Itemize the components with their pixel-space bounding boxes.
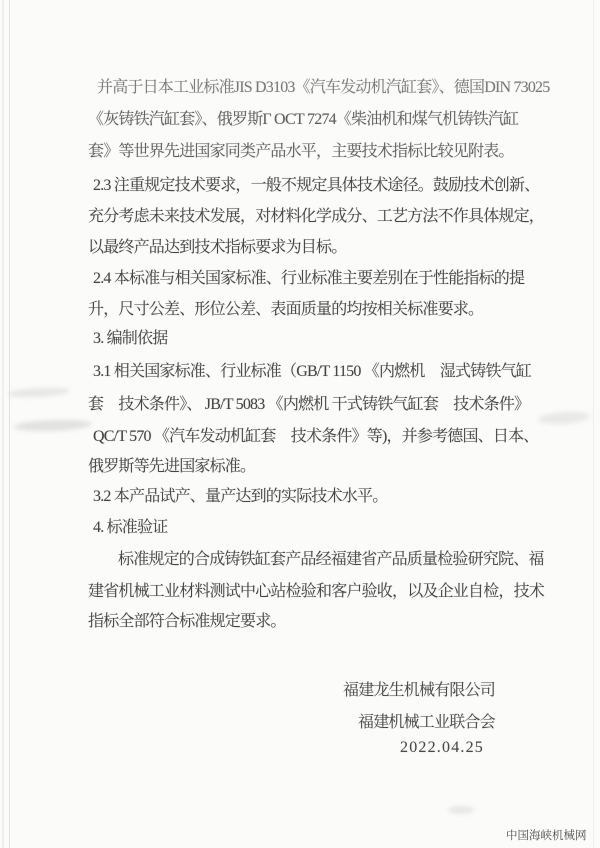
text-line: 并高于日本工业标准JIS D3103《汽车发动机汽缸套》、德国DIN 73025 [97,79,550,96]
text-line: 2.4 本标准与相关国家标准、行业标准主要差别在于性能指标的提 [93,270,525,287]
section-heading: 4. 标准验证 [93,519,168,536]
scan-edge-line-right [593,0,594,848]
watermark-site-name: 中国海峡机械网 [506,830,587,842]
scan-edge-line-left [9,0,10,848]
signature-company: 福建龙生机械有限公司 [343,682,496,699]
text-line: 以最终产品达到技术指标要求为目标。 [88,239,347,256]
text-line: 套》等世界先进国家同类产品水平，主要技术指标比较见附表。 [88,143,514,160]
text-line: 3.2 本产品试产、量产达到的实际技术水平。 [93,488,388,505]
scan-smudge [538,410,591,426]
text-line: 俄罗斯等先进国家标准。 [88,458,256,475]
section-heading: 3. 编制依据 [93,330,168,347]
text-line: QC/T 570 《汽车发动机缸套 技术条件》等)，并参考德国、日本、 [93,428,539,445]
scan-smudge [8,386,70,398]
scan-smudge [14,419,92,433]
text-line: 《灰铸铁汽缸套》、俄罗斯Г ОСТ 7274《柴油机和煤气机铸铁汽缸 [88,111,519,128]
text-line: 建省机械工业材料测试中心站检验和客户验收，以及企业自检，技术 [88,583,545,600]
scan-edge-shadow-left [2,0,4,848]
text-line: 套 技术条件》、 JB/T 5083 《内燃机 干式铸铁气缸套 技术条件》 [88,396,530,413]
text-line: 充分考虑未来技术发展，对材料化学成分、工艺方法不作具体规定， [88,208,545,225]
text-line: 标准规定的合成铸铁缸套产品经福建省产品质量检验研究院、福 [118,551,544,568]
text-line: 3.1 相关国家标准、行业标准（GB/T 1150 《内燃机 湿式铸铁气缸 [93,363,531,380]
signature-association: 福建机械工业联合会 [358,714,495,731]
text-line: 指标全部符合标准规定要求。 [88,613,286,630]
text-line: 升，尺寸公差、形位公差、表面质量的均按相关标准要求。 [88,301,484,318]
signature-date: 2022.04.25 [400,739,484,756]
text-line: 2.3 注重规定技术要求，一般不规定具体技术途径。鼓励技术创新、 [93,177,540,194]
scan-smudge [448,806,474,814]
